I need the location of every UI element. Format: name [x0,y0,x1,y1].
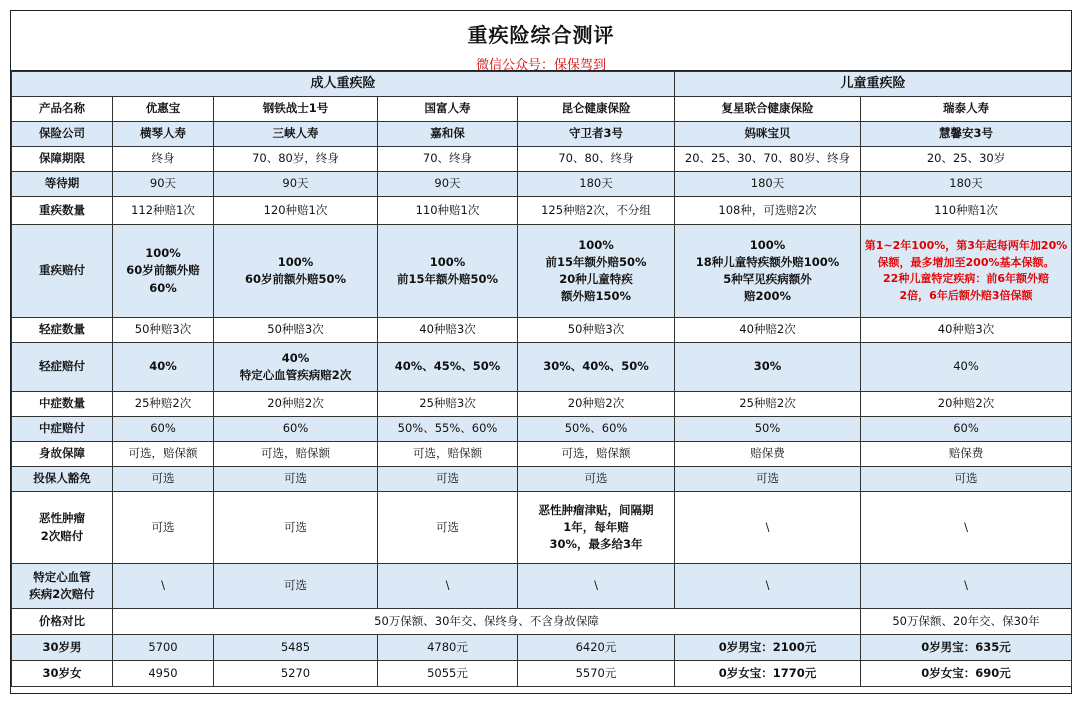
table-cell: 国富人寿 [378,97,518,122]
table-cell: 25种赔2次 [113,392,214,417]
table-row [12,147,1072,172]
table-cell: 5485 [214,635,378,661]
group-header-child: 儿童重疾险 [675,72,1072,97]
table-cell: \ [378,564,518,609]
table-cell: 5270 [214,661,378,687]
table-cell: 20种赔2次 [861,392,1072,417]
table-cell: 50%、55%、60% [378,417,518,442]
table-cell: 100% 前15年额外赔50% 20种儿童特疾 额外赔150% [518,225,675,318]
page-subtitle: 微信公众号：保保驾到 [475,58,606,73]
table-row [12,392,1072,417]
table-cell: 30% [675,343,861,392]
table-cell: 100% 60岁前额外赔 60% [113,225,214,318]
table-cell: 50种赔3次 [518,318,675,343]
table-cell: 嘉和保 [378,122,518,147]
table-cell: 70、80岁，终身 [214,147,378,172]
table-row [12,417,1072,442]
table-cell: \ [113,564,214,609]
row-label: 中症数量 [12,392,113,417]
price-note-adult: 50万保额、30年交、保终身、不含身故保障 [113,609,861,635]
table-cell: 50种赔3次 [113,318,214,343]
table-cell: 40% [861,343,1072,392]
table-cell: 0岁女宝：1770元 [675,661,861,687]
table-row [12,467,1072,492]
table-cell: 可选，赔保额 [378,442,518,467]
table-cell: 瑞泰人寿 [861,97,1072,122]
table-cell: 90天 [113,172,214,197]
table-cell: 70、终身 [378,147,518,172]
table-row [12,122,1072,147]
table-cell: 终身 [113,147,214,172]
table-cell: 横琴人寿 [113,122,214,147]
comparison-sheet [10,10,1072,694]
table-cell: 108种，可选赔2次 [675,197,861,225]
table-row [12,197,1072,225]
row-label: 30岁男 [12,635,113,661]
table-cell: \ [675,564,861,609]
table-cell: 优惠宝 [113,97,214,122]
price-note-child: 50万保额、20年交、保30年 [861,609,1072,635]
table-row [12,442,1072,467]
table-cell: 5700 [113,635,214,661]
row-label: 30岁女 [12,661,113,687]
row-label: 保障期限 [12,147,113,172]
table-cell: 50% [675,417,861,442]
table-cell: \ [518,564,675,609]
table-row [12,343,1072,392]
comparison-table [11,71,1072,687]
table-row [12,635,1072,661]
table-cell: 慧馨安3号 [861,122,1072,147]
table-cell: 0岁男宝：635元 [861,635,1072,661]
table-cell: 可选 [214,467,378,492]
table-cell: 70、80、终身 [518,147,675,172]
table-cell: \ [861,564,1072,609]
table-cell: 可选 [214,492,378,564]
row-label: 价格对比 [12,609,113,635]
table-cell: 昆仑健康保险 [518,97,675,122]
table-cell: 60% [861,417,1072,442]
table-cell: 5055元 [378,661,518,687]
table-cell: 20种赔2次 [518,392,675,417]
row-label: 重疾赔付 [12,225,113,318]
table-cell: 4950 [113,661,214,687]
table-cell: 可选 [113,492,214,564]
table-cell: 112种赔1次 [113,197,214,225]
table-cell: 180天 [675,172,861,197]
table-cell: \ [675,492,861,564]
table-cell: 90天 [214,172,378,197]
table-cell: 120种赔1次 [214,197,378,225]
table-row [12,172,1072,197]
table-cell: 60% [113,417,214,442]
table-cell: 钢铁战士1号 [214,97,378,122]
table-cell: 40% 特定心血管疾病赔2次 [214,343,378,392]
table-cell: \ [861,492,1072,564]
table-cell: 20、25、30、70、80岁、终身 [675,147,861,172]
table-cell: 50种赔3次 [214,318,378,343]
table-cell: 125种赔2次，不分组 [518,197,675,225]
table-cell: 30%、40%、50% [518,343,675,392]
table-cell: 180天 [518,172,675,197]
table-cell: 恶性肿瘤津贴，间隔期 1年，每年赔 30%，最多给3年 [518,492,675,564]
table-cell: 180天 [861,172,1072,197]
group-header-adult: 成人重疾险 [12,72,675,97]
table-row [12,661,1072,687]
table-cell: 0岁男宝：2100元 [675,635,861,661]
table-cell: 4780元 [378,635,518,661]
table-cell: 100% 60岁前额外赔50% [214,225,378,318]
row-label: 产品名称 [12,97,113,122]
table-row [12,609,1072,635]
page-title: 重疾险综合测评 [467,23,615,47]
table-cell: 20种赔2次 [214,392,378,417]
table-cell: 可选 [214,564,378,609]
table-cell: 40种赔3次 [378,318,518,343]
table-cell: 60% [214,417,378,442]
table-cell-highlight: 第1~2年100%，第3年起每两年加20% 保额，最多增加至200%基本保额。 22种儿童特定疾病：前6年额外赔 2倍，6年后额外赔3倍保额 [861,225,1072,318]
row-label: 投保人豁免 [12,467,113,492]
table-cell: 40种赔2次 [675,318,861,343]
table-cell: 妈咪宝贝 [675,122,861,147]
row-label: 身故保障 [12,442,113,467]
row-label: 等待期 [12,172,113,197]
row-label: 保险公司 [12,122,113,147]
table-cell: 90天 [378,172,518,197]
table-cell: 110种赔1次 [861,197,1072,225]
table-cell: 可选，赔保额 [214,442,378,467]
table-cell: 5570元 [518,661,675,687]
table-cell: 20、25、30岁 [861,147,1072,172]
row-label: 特定心血管 疾病2次赔付 [12,564,113,609]
table-cell: 40% [113,343,214,392]
table-cell: 40%、45%、50% [378,343,518,392]
row-label: 中症赔付 [12,417,113,442]
table-cell: 可选 [378,467,518,492]
table-cell: 25种赔2次 [675,392,861,417]
table-row [12,318,1072,343]
table-cell: 可选，赔保额 [113,442,214,467]
table-cell: 可选 [518,467,675,492]
title-area [11,11,1071,71]
table-cell: 0岁女宝：690元 [861,661,1072,687]
table-row [12,97,1072,122]
table-row [12,225,1072,318]
table-cell: 守卫者3号 [518,122,675,147]
table-cell: 可选 [861,467,1072,492]
table-cell: 100% 前15年额外赔50% [378,225,518,318]
table-cell: 可选 [675,467,861,492]
table-cell: 50%、60% [518,417,675,442]
table-cell: 可选 [378,492,518,564]
table-cell: 可选 [113,467,214,492]
table-cell: 赔保费 [675,442,861,467]
row-label: 恶性肿瘤 2次赔付 [12,492,113,564]
table-row [12,564,1072,609]
row-label: 轻症赔付 [12,343,113,392]
table-cell: 100% 18种儿童特疾额外赔100% 5种罕见疾病额外 赔200% [675,225,861,318]
table-cell: 复星联合健康保险 [675,97,861,122]
table-cell: 40种赔3次 [861,318,1072,343]
table-cell: 6420元 [518,635,675,661]
table-row [12,492,1072,564]
row-label: 轻症数量 [12,318,113,343]
row-label: 重疾数量 [12,197,113,225]
table-cell: 可选，赔保额 [518,442,675,467]
table-cell: 三峡人寿 [214,122,378,147]
table-cell: 110种赔1次 [378,197,518,225]
table-cell: 25种赔3次 [378,392,518,417]
table-cell: 赔保费 [861,442,1072,467]
